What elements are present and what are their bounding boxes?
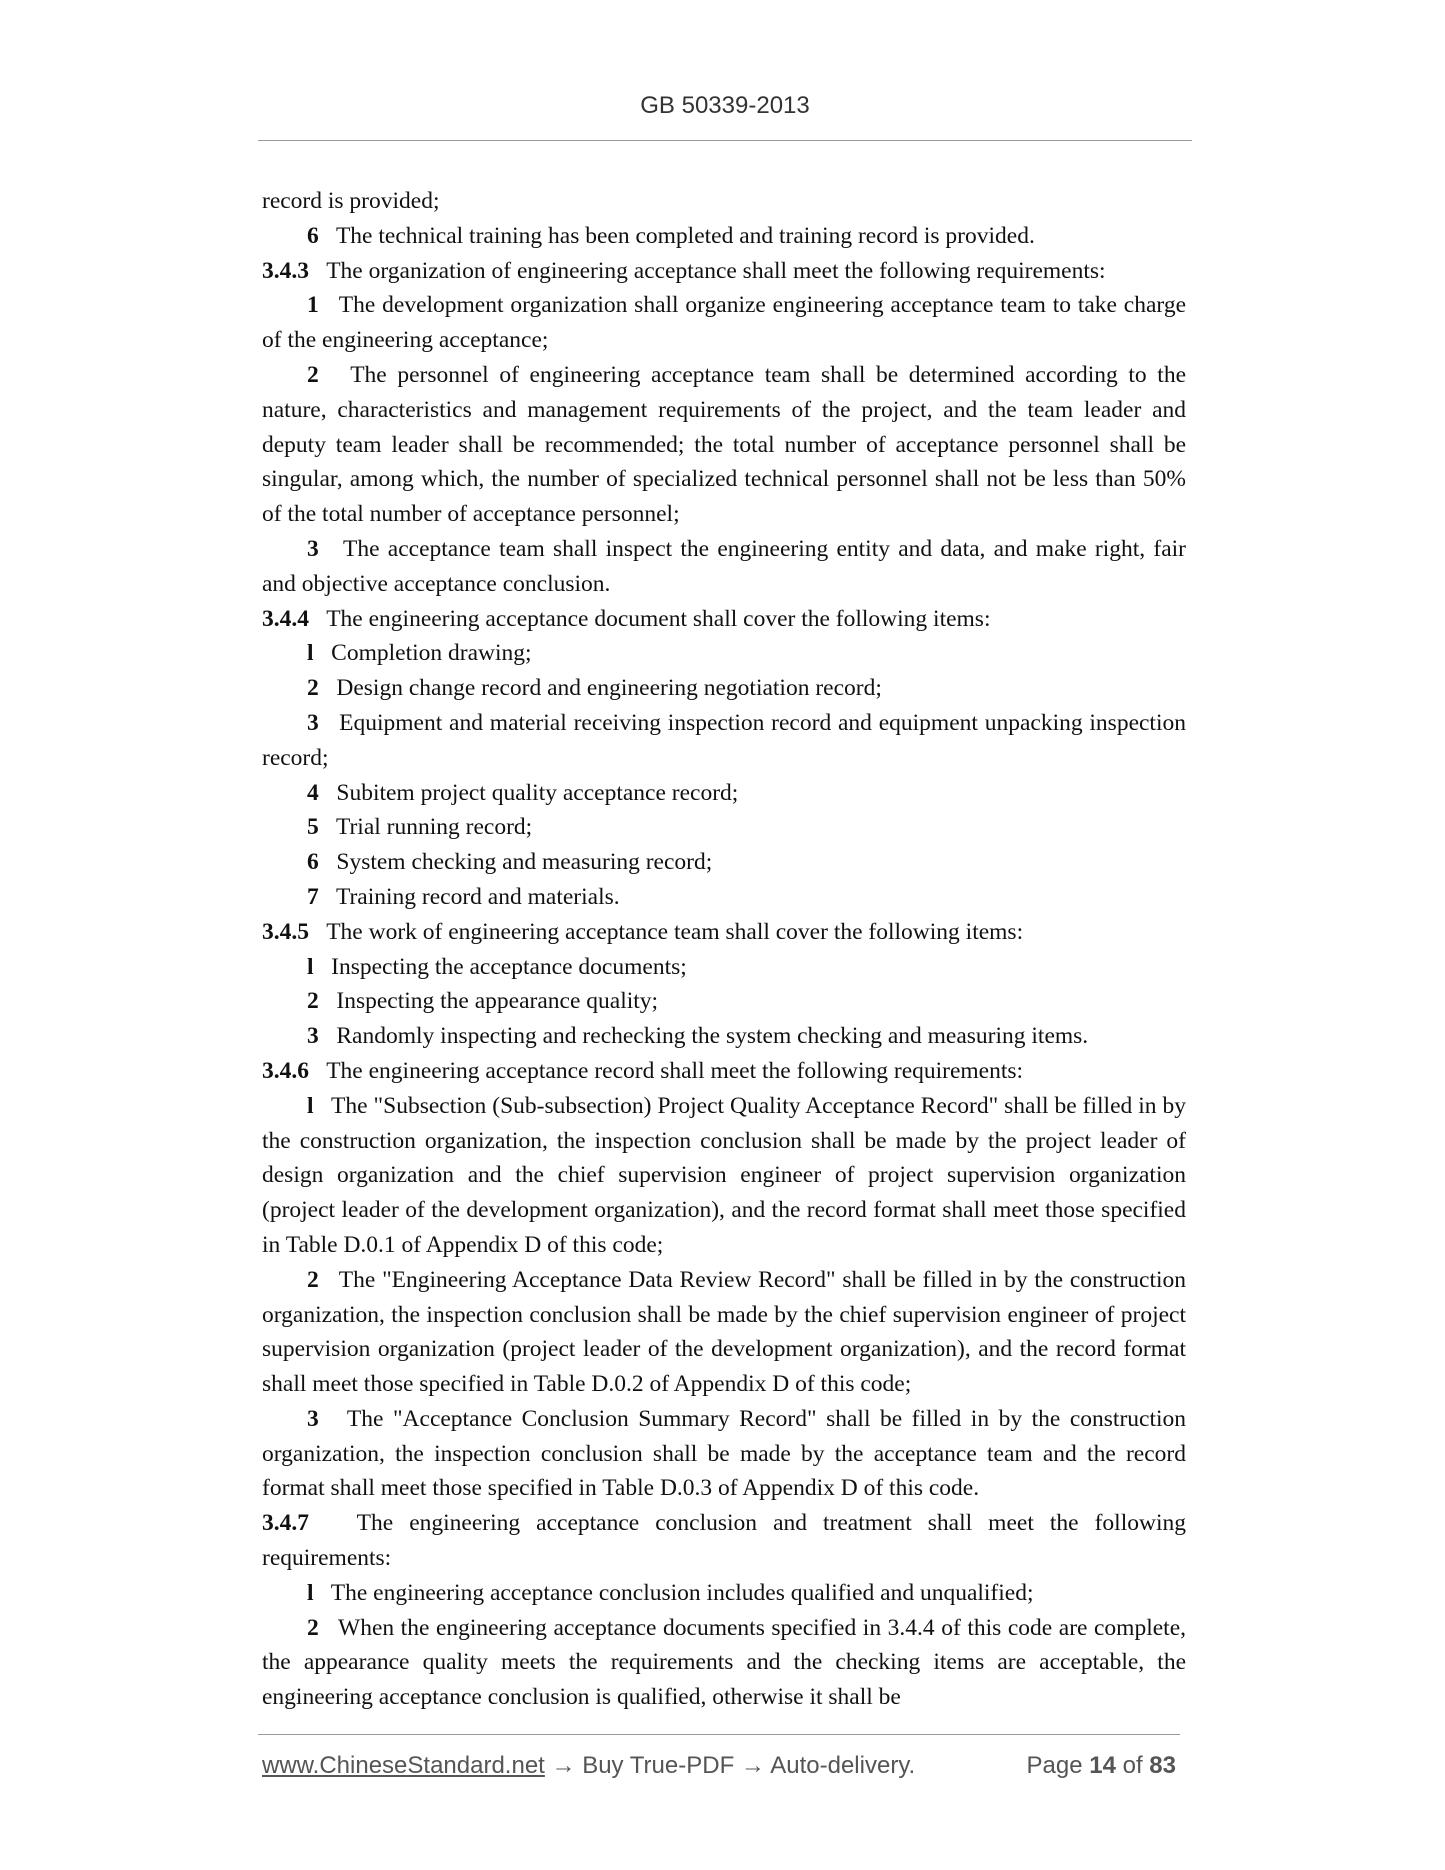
item-number: 2 xyxy=(307,1614,319,1641)
item-number: 5 xyxy=(307,814,319,841)
clause-text: The engineering acceptance conclusion and treatment shall meet the following requirements: xyxy=(262,1510,1186,1572)
clause xyxy=(262,1506,1186,1576)
list-item xyxy=(262,288,1186,358)
auto-delivery-text: Auto-delivery. xyxy=(770,1752,916,1779)
paragraph xyxy=(262,184,1186,219)
list-item xyxy=(262,1402,1186,1506)
clause-number: 3.4.5 xyxy=(262,918,309,945)
clause xyxy=(262,1054,1186,1089)
item-number: 7 xyxy=(307,883,319,910)
document-body xyxy=(262,184,1186,1715)
item-number: 2 xyxy=(307,361,319,388)
list-item xyxy=(262,810,1186,845)
item-text: The development organization shall organize engineering acceptance team to take charge of the engineering acceptance; xyxy=(262,292,1186,354)
item-number: 2 xyxy=(307,988,319,1015)
item-number: 2 xyxy=(307,675,319,702)
item-number: 4 xyxy=(307,779,319,806)
page-total: 83 xyxy=(1149,1752,1176,1779)
item-text: System checking and measuring record; xyxy=(336,849,713,876)
site-link[interactable]: www.ChineseStandard.net xyxy=(262,1752,545,1779)
item-text: Randomly inspecting and rechecking the system checking and measuring items. xyxy=(336,1023,1089,1050)
item-text: The personnel of engineering acceptance team shall be determined according to the nature, characteristics and management requirements of the project, and the team leader and deputy team leader shall be recommended; the total number of acceptance personnel shall be singular, among which, the number of specialized technical personnel shall not be less than 50% of the total number of acceptance personnel; xyxy=(262,361,1186,528)
list-item xyxy=(262,845,1186,880)
item-text: The engineering acceptance conclusion includes qualified and unqualified; xyxy=(330,1579,1034,1606)
clause-text: The engineering acceptance record shall meet the following requirements: xyxy=(326,1057,1024,1084)
header-divider xyxy=(258,140,1192,141)
item-text: Trial running record; xyxy=(335,814,533,841)
page-footer xyxy=(262,1752,1180,1780)
clause-number: 3.4.4 xyxy=(262,605,309,632)
item-number: 3 xyxy=(307,1405,319,1432)
clause-number: 3.4.3 xyxy=(262,257,309,284)
arrow-right-icon: → xyxy=(551,1752,576,1779)
list-item xyxy=(262,532,1186,602)
list-item xyxy=(262,1089,1186,1263)
paragraph-text: record is provided; xyxy=(262,188,440,214)
item-number: l xyxy=(307,1092,314,1119)
item-text: Inspecting the acceptance documents; xyxy=(331,953,687,980)
list-item xyxy=(262,1576,1186,1611)
list-item xyxy=(262,636,1186,671)
item-text: Completion drawing; xyxy=(331,640,532,667)
list-item xyxy=(262,1019,1186,1054)
item-text: The acceptance team shall inspect the engineering entity and data, and make right, fair and objective acceptance conclusion. xyxy=(262,535,1187,597)
item-text: Equipment and material receiving inspection record and equipment unpacking inspection record; xyxy=(262,709,1186,771)
page-counter xyxy=(1027,1752,1177,1780)
of-label: of xyxy=(1122,1752,1143,1779)
footer-divider xyxy=(258,1734,1180,1735)
item-number: l xyxy=(307,640,314,667)
clause-number: 3.4.7 xyxy=(262,1510,309,1537)
clause-text: The work of engineering acceptance team shall cover the following items: xyxy=(326,918,1024,945)
clause-text: The engineering acceptance document shall cover the following items: xyxy=(326,605,991,632)
list-item xyxy=(262,950,1186,985)
list-item xyxy=(262,984,1186,1019)
clause-text: The organization of engineering acceptance shall meet the following requirements: xyxy=(326,257,1106,284)
list-item xyxy=(262,358,1186,532)
item-text: Design change record and engineering negotiation record; xyxy=(336,675,882,702)
item-text: The "Engineering Acceptance Data Review Record" shall be filled in by the construction organization, the inspection conclusion shall be made by the chief supervision engineer of project supervision organization (project leader of the development organization), and the record format shall meet those specified in Table D.0.2 of Appendix D of this code; xyxy=(262,1266,1186,1398)
item-text: When the engineering acceptance documents specified in 3.4.4 of this code are complete, the appearance quality meets the requirements and the checking items are acceptable, the engineering acceptance conclusion is qualified, otherwise it shall be xyxy=(262,1614,1187,1711)
item-number: l xyxy=(307,1579,314,1606)
list-item xyxy=(262,706,1186,776)
list-item xyxy=(262,1263,1186,1402)
clause xyxy=(262,254,1186,289)
page-label: Page xyxy=(1026,1752,1083,1779)
item-text: Training record and materials. xyxy=(335,883,620,910)
item-number: 3 xyxy=(307,709,319,736)
item-number: 3 xyxy=(307,535,319,562)
item-text: Inspecting the appearance quality; xyxy=(336,988,659,1015)
list-item xyxy=(262,1611,1186,1715)
item-text: The "Acceptance Conclusion Summary Record" shall be filled in by the construction organization, the inspection conclusion shall be made by the acceptance team and the record format shall meet those specified in Table D.0.3 of Appendix D of this code. xyxy=(262,1405,1187,1502)
list-item xyxy=(262,219,1186,254)
list-item xyxy=(262,671,1186,706)
item-number: 1 xyxy=(307,292,319,319)
clause xyxy=(262,915,1186,950)
buy-pdf-link[interactable]: Buy True-PDF xyxy=(582,1752,735,1779)
list-item xyxy=(262,880,1186,915)
arrow-right-icon: → xyxy=(740,1752,765,1779)
item-number: l xyxy=(307,953,314,980)
clause xyxy=(262,602,1186,637)
list-item xyxy=(262,776,1186,811)
item-number: 6 xyxy=(307,849,319,876)
item-text: The "Subsection (Sub-subsection) Project Quality Acceptance Record" shall be filled in by the construction organization, the inspection conclusion shall be made by the project leader of design organization and the chief supervision engineer of project supervision organization (project leader of the development organization), and the record format shall meet those specified in Table D.0.1 of Appendix D of this code; xyxy=(262,1092,1186,1258)
page-header-title: GB 50339-2013 xyxy=(640,92,810,119)
item-number: 3 xyxy=(307,1023,319,1050)
item-text: The technical training has been completed and training record is provided. xyxy=(335,222,1035,249)
item-number: 6 xyxy=(307,222,319,249)
item-number: 2 xyxy=(307,1266,319,1293)
clause-number: 3.4.6 xyxy=(262,1057,309,1084)
item-text: Subitem project quality acceptance record; xyxy=(336,779,739,806)
page-number: 14 xyxy=(1089,1752,1116,1779)
